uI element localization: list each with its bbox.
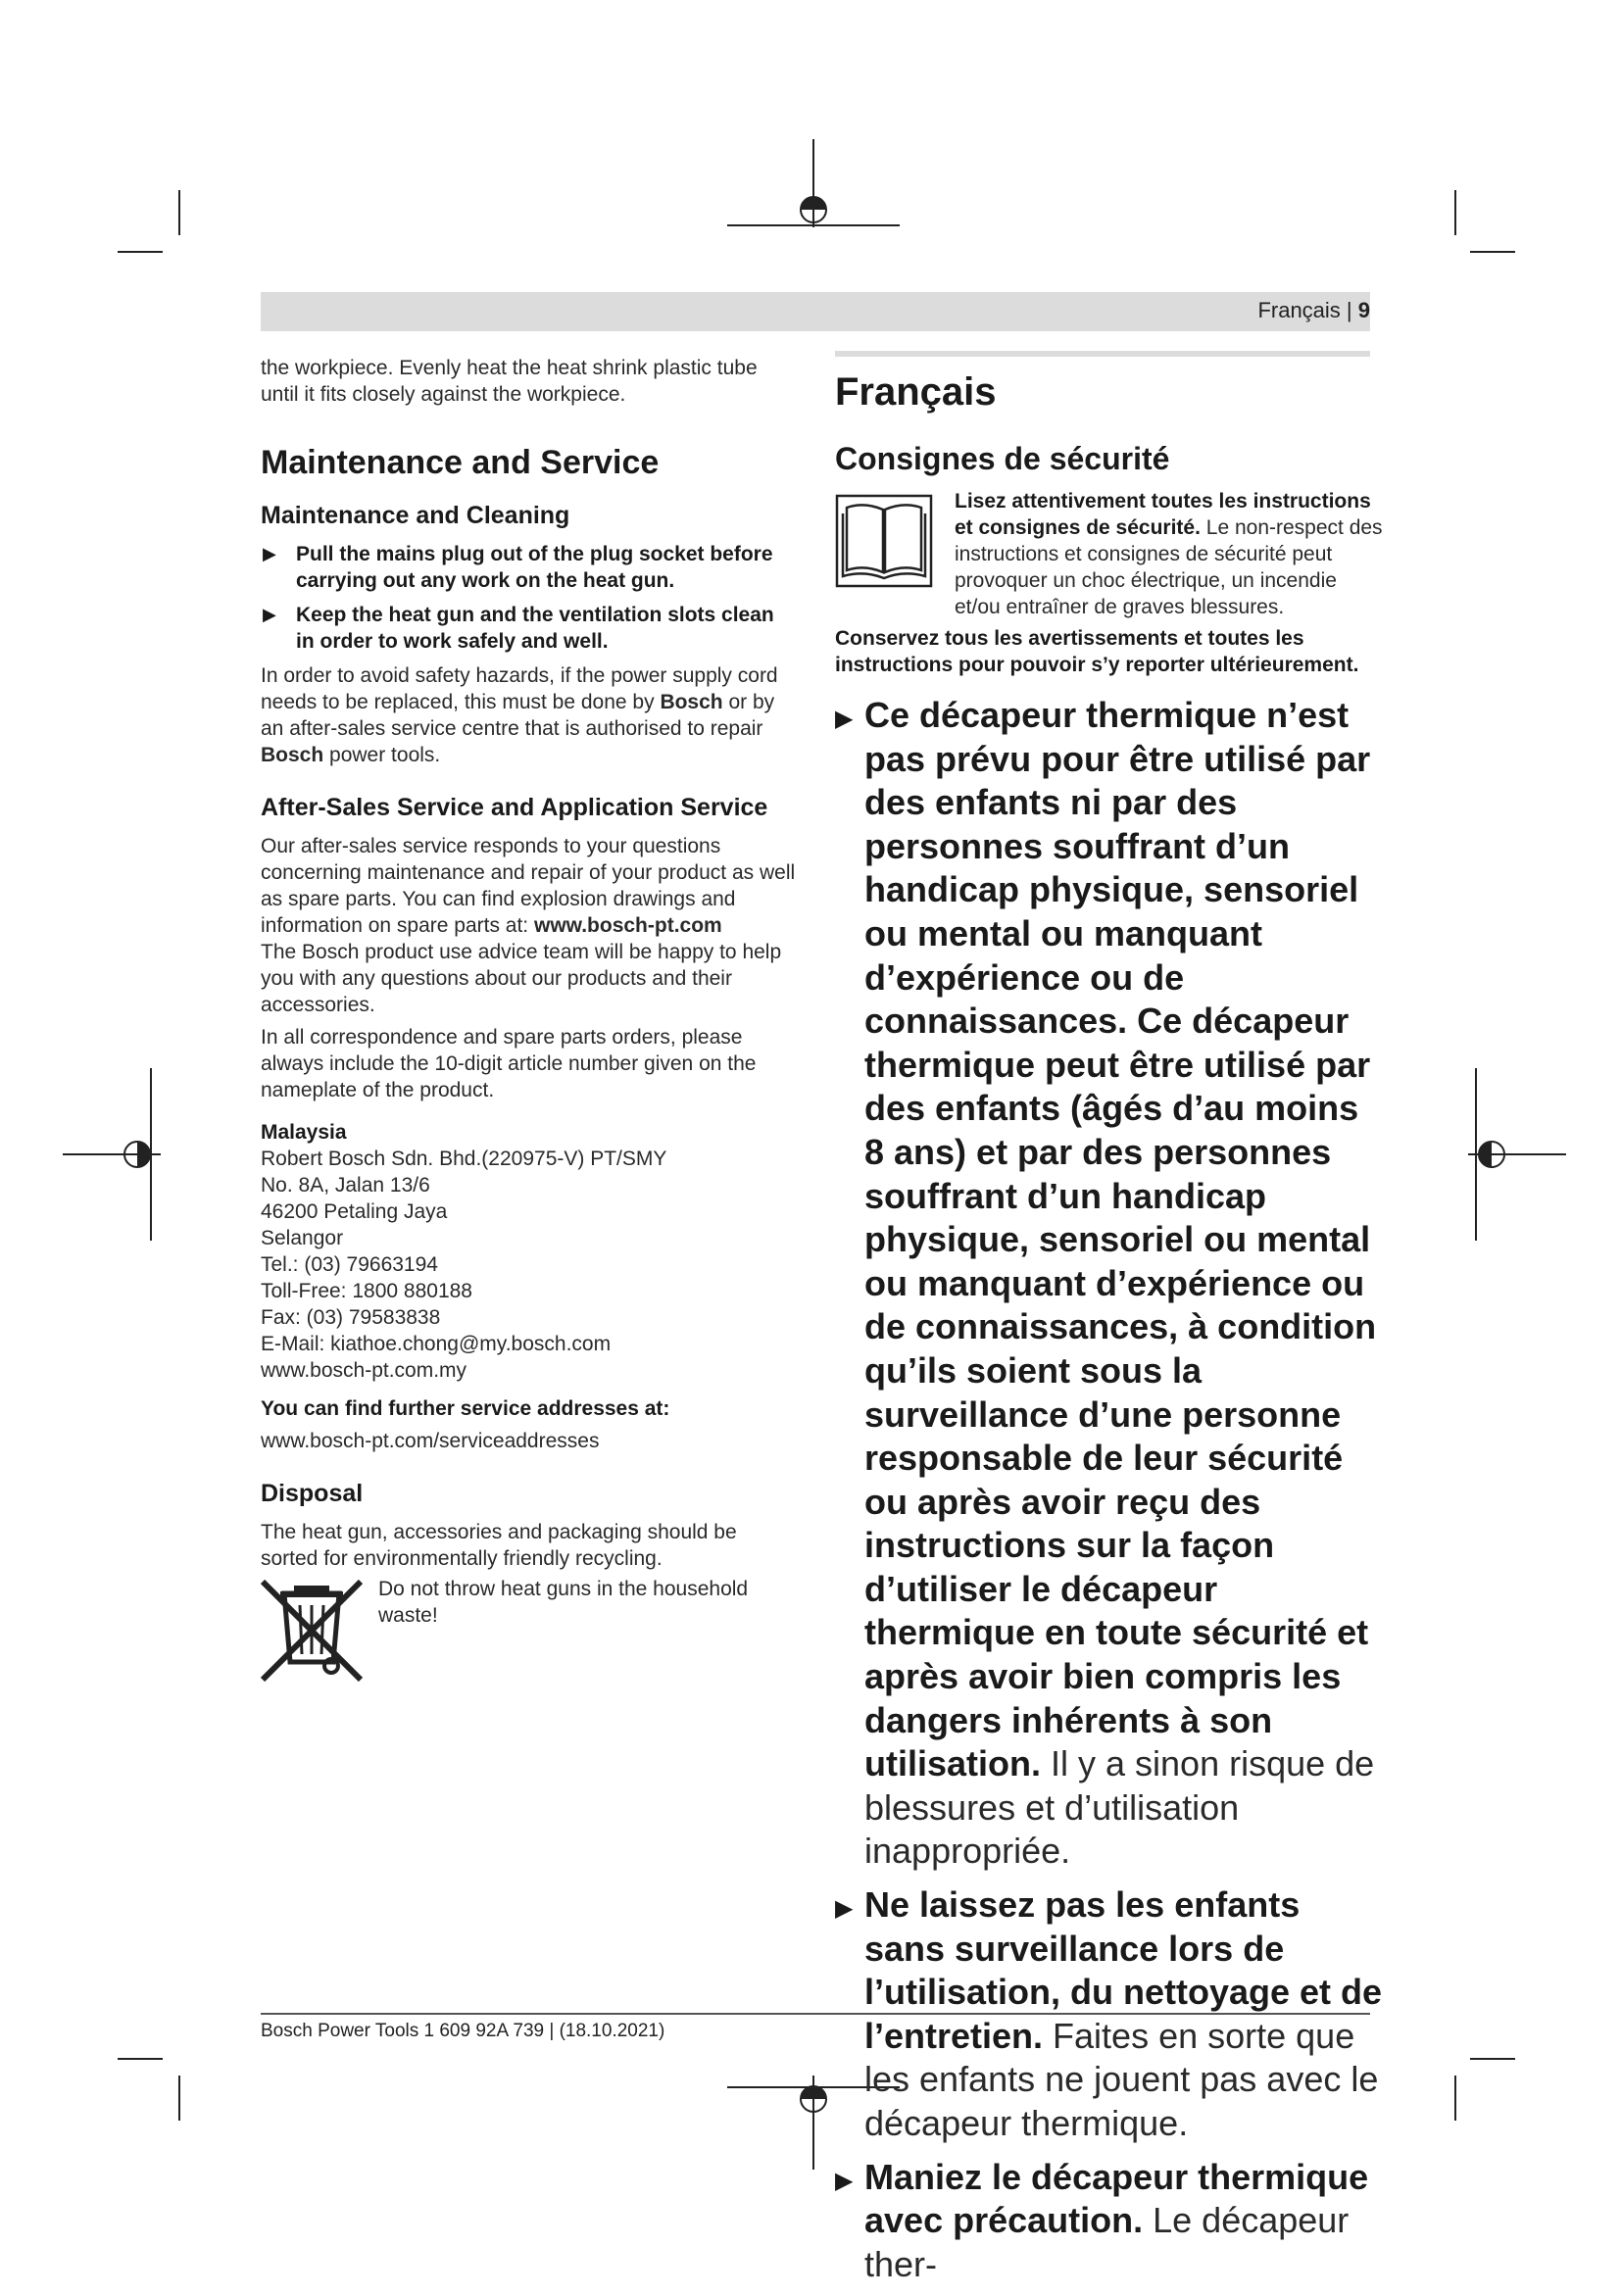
country-name: Malaysia <box>261 1121 347 1144</box>
address-line: No. 8A, Jalan 13/6 <box>261 1174 430 1197</box>
bullet-text: Pull the mains plug out of the plug socket before carrying out any work on the heat gun. <box>296 543 773 592</box>
language-section-title: Français <box>835 370 997 414</box>
maintenance-cleaning-heading: Maintenance and Cleaning <box>261 502 570 529</box>
triangle-right-icon: ▶ <box>263 544 276 563</box>
warning-bold: Maniez le décapeur thermique avec précaution. <box>864 2156 1369 2241</box>
disposal-notice <box>261 1576 798 1684</box>
further-addresses-label: You can find further service addresses at: <box>261 1397 670 1420</box>
warning-bold: Ce décapeur thermique n’est pas prévu pour être utilisé par des enfants ni par des personnes souffrant d’un handicap physique, sensoriel ou mental ou manquant d’expérience ou de connaissances. Ce décapeur thermique peut être utilisé par des enfants (âgés d’au moins 8 ans) et par des personnes souffrant d’un handicap physique, sensoriel ou mental ou manquant d’expérience ou de connaissances, à condition qu’ils soient sous la surveillance d’une personne responsable de leur sécurité ou après avoir reçu des instructions sur la façon d’utiliser le décapeur thermique en toute sécurité et après avoir bien compris les dangers inhérents à son utilisation. <box>864 695 1377 1784</box>
address-line: Robert Bosch Sdn. Bhd.(220975-V) PT/SMY <box>261 1148 667 1170</box>
address-line: Selangor <box>261 1227 344 1249</box>
keep-instructions-text: Conservez tous les avertissements et toutes les instructions pour pouvoir s’y reporter ultérieurement. <box>835 627 1359 676</box>
right-column <box>835 366 1384 2296</box>
triangle-right-icon: ▶ <box>263 605 276 624</box>
after-sales-heading: After-Sales Service and Application Service <box>261 794 768 821</box>
warning-item <box>835 2156 1384 2287</box>
running-header: Français | 9 <box>1257 298 1370 322</box>
after-sales-text <box>261 833 798 939</box>
intro-text: the workpiece. Evenly heat the heat shrink plastic tube until it fits closely against the workpiece. <box>261 357 758 406</box>
bosch-url-link[interactable]: www.bosch-pt.com <box>533 914 722 937</box>
triangle-right-icon: ▶ <box>835 1895 854 1923</box>
brand-name: Bosch <box>261 744 324 766</box>
warning-bold: Ne laissez pas les enfants sans surveillance lors de l’utilisation, du nettoyage et de l’entretien. <box>864 1884 1383 2056</box>
read-instructions-body: Le non-respect des instructions et consignes de sécurité peut provoquer un choc électrique, un incendie et/ou entraîner de graves blessures. <box>955 516 1383 618</box>
page-number: 9 <box>1357 298 1370 322</box>
address-block <box>261 1146 798 1384</box>
brand-name: Bosch <box>660 691 723 713</box>
household-waste-text: Do not throw heat guns in the household waste! <box>378 1578 749 1627</box>
after-sales-body: Our after-sales service responds to your questions concerning maintenance and repair of your product as well as spare parts. You can find explosion drawings and information on spare parts at: <box>261 835 796 937</box>
address-line: Fax: (03) 79583838 <box>261 1306 441 1329</box>
maintenance-service-heading: Maintenance and Service <box>261 444 660 481</box>
header-language: Français <box>1257 298 1341 322</box>
registration-target-icon <box>63 1068 171 1245</box>
bullet-item <box>261 602 798 655</box>
registration-target-icon <box>727 139 904 237</box>
cord-replacement-text <box>261 662 798 768</box>
registration-target-icon <box>1464 1068 1572 1245</box>
safety-heading: Consignes de sécurité <box>835 441 1170 476</box>
open-book-icon <box>835 494 933 588</box>
cord-text-part: power tools. <box>323 744 441 766</box>
footer-text: Bosch Power Tools 1 609 92A 739 | (18.10.2021) <box>261 2021 665 2041</box>
warning-body: Faites en sorte que les enfants ne jouent pas avec le décapeur thermique. <box>864 2015 1379 2143</box>
warning-body: Il y a sinon risque de blessures et d’utilisation inappropriée. <box>864 1743 1375 1872</box>
cord-text-part: In order to avoid safety hazards, if the power supply cord needs to be replaced, this must be done by <box>261 664 778 713</box>
left-column <box>261 355 798 1684</box>
bullet-text: Keep the heat gun and the ventilation slots clean in order to work safely and well. <box>296 604 774 653</box>
address-line: E-Mail: kiathoe.chong@my.bosch.com <box>261 1333 612 1355</box>
read-instructions-notice <box>835 488 1384 621</box>
bullet-item <box>261 541 798 594</box>
triangle-right-icon: ▶ <box>835 706 854 732</box>
warning-item <box>835 694 1384 1874</box>
address-line: Toll-Free: 1800 880188 <box>261 1280 472 1302</box>
correspondence-text: In all correspondence and spare parts orders, please always include the 10-digit article number given on the nameplate of the product. <box>261 1026 757 1101</box>
advice-text: The Bosch product use advice team will be happy to help you with any questions about our products and their accessories. <box>261 941 782 1016</box>
footer-rule <box>261 2013 1370 2015</box>
address-line: www.bosch-pt.com.my <box>261 1359 467 1382</box>
address-line: Tel.: (03) 79663194 <box>261 1253 438 1276</box>
read-instructions-text <box>955 488 1384 620</box>
read-instructions-bold: Lisez attentivement toutes les instructions et consignes de sécurité. <box>955 490 1371 539</box>
address-line: 46200 Petaling Jaya <box>261 1200 448 1223</box>
header-bar <box>261 292 1370 331</box>
crossed-out-wheelie-bin-icon <box>261 1576 363 1684</box>
section-rule <box>835 351 1370 357</box>
disposal-text: The heat gun, accessories and packaging should be sorted for environmentally friendly recycling. <box>261 1521 737 1570</box>
service-addresses-link[interactable]: www.bosch-pt.com/serviceaddresses <box>261 1430 600 1452</box>
disposal-heading: Disposal <box>261 1480 364 1507</box>
warning-body: Le décapeur ther- <box>864 2200 1350 2284</box>
cord-text-part: or by an after-sales service centre that is authorised to repair <box>261 691 775 740</box>
triangle-right-icon: ▶ <box>835 2167 854 2194</box>
